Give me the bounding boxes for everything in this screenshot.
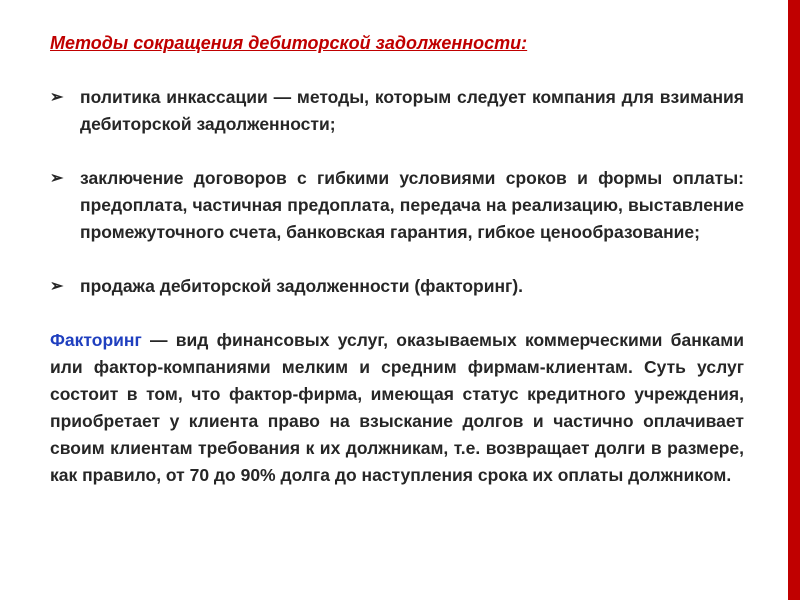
arrow-bullet-icon: ➢: [50, 170, 64, 187]
bullet-text: заключение договоров с гибкими условиями сроков и формы оплаты: предоплата, частичная предоплата, передача на реализацию, выставление промежуточного счета, банковская гарантия, гибкое ценообразование;: [80, 168, 744, 242]
arrow-bullet-icon: ➢: [50, 278, 64, 295]
accent-bar: [788, 0, 800, 600]
definition-text: — вид финансовых услуг, оказываемых коммерческими банками или фактор-компаниями мелким и средним фирмам-клиентам. Суть услуг состоит в том, что фактор-фирма, имеющая статус кредитного учреждения, приобретает у клиента право на взыскание долгов и частично оплачивает своим клиентам требования к их должникам, т.е. возвращает долги в размере, как правило, от 70 до 90% долга до наступления срока их оплаты должником.: [50, 330, 744, 485]
bullet-text: политика инкассации — методы, которым следует компания для взимания дебиторской задолженности;: [80, 87, 744, 134]
bullet-item: [50, 165, 744, 246]
definition-paragraph: [50, 327, 744, 489]
arrow-bullet-icon: ➢: [50, 89, 64, 106]
bullet-text: продажа дебиторской задолженности (факторинг).: [80, 276, 524, 296]
slide-content: [50, 30, 744, 489]
bullet-item: [50, 273, 744, 300]
bullet-list: [50, 84, 744, 300]
definition-term: Факторинг: [50, 330, 142, 350]
bullet-item: [50, 84, 744, 138]
slide-heading: Методы сокращения дебиторской задолженности:: [50, 33, 528, 53]
